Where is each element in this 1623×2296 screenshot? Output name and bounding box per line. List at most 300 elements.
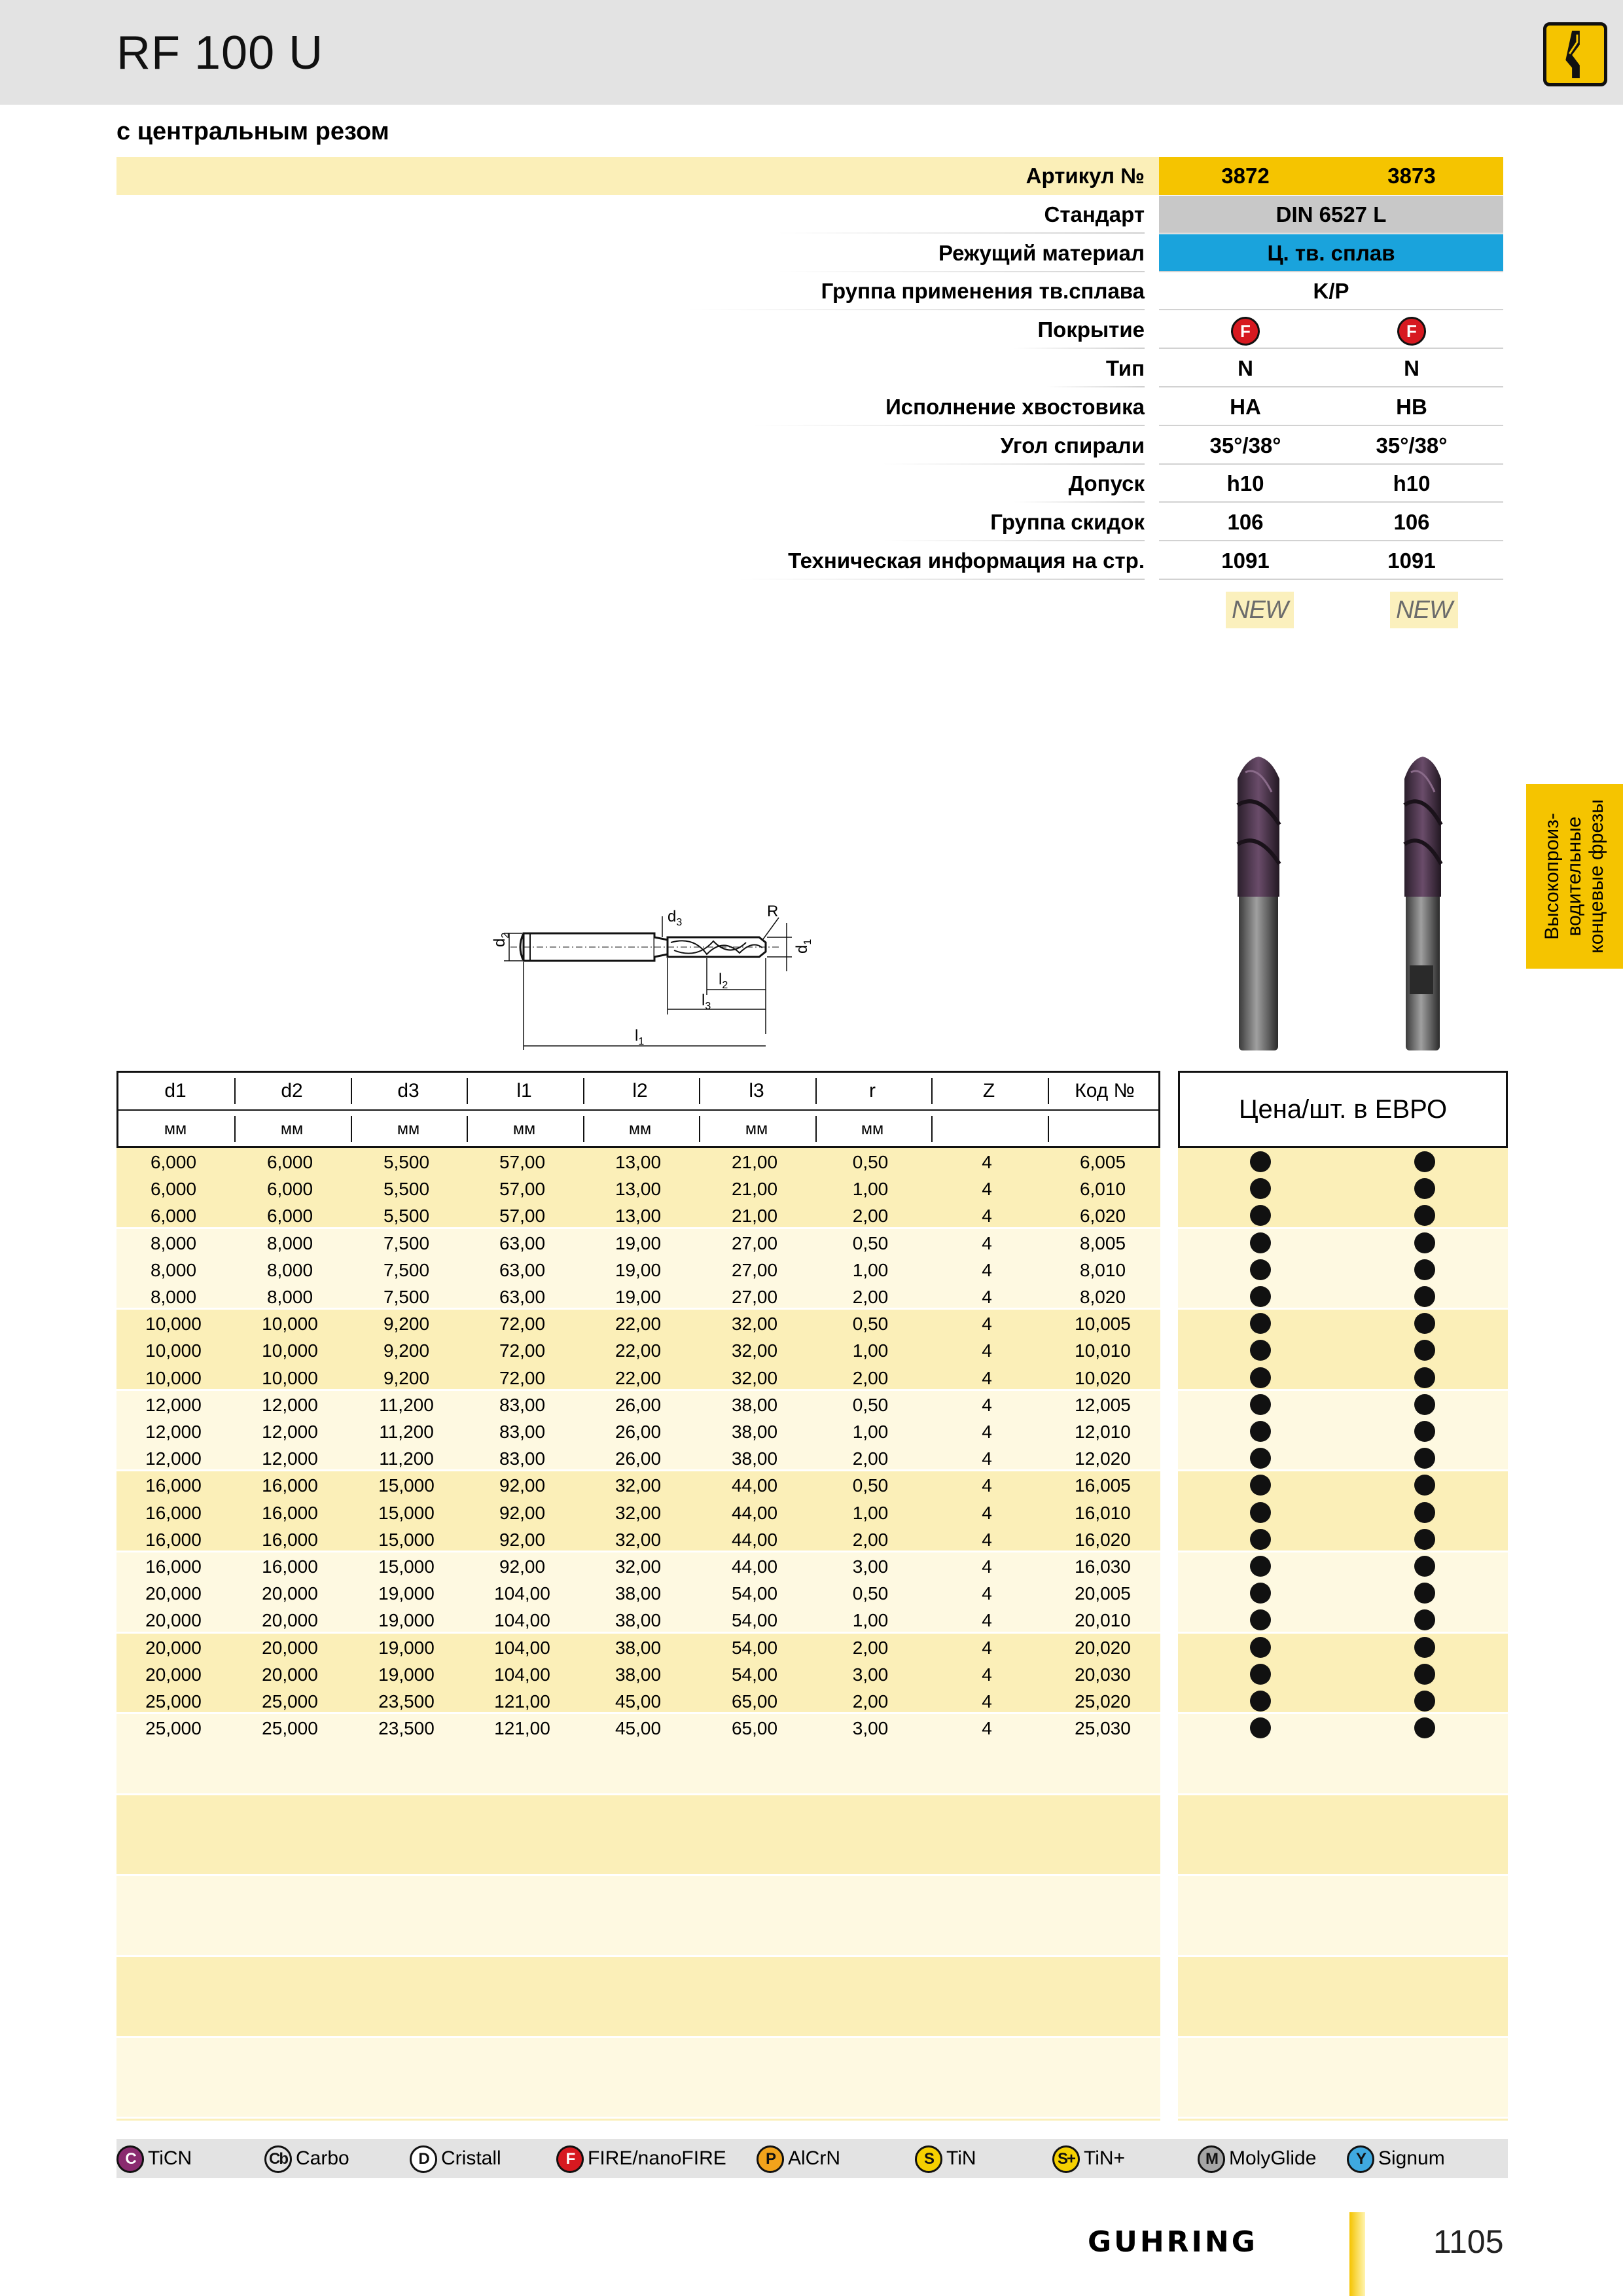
table-cell: 12,000 (145, 1394, 202, 1415)
column-header: l1 (516, 1080, 532, 1102)
table-cell: 9,200 (383, 1367, 430, 1388)
spec-value-3873: 106 (1393, 510, 1430, 535)
side-tab-line: концевые фрезы (1586, 799, 1607, 954)
available-dot-icon (1250, 1637, 1271, 1658)
column-divider (351, 1116, 352, 1142)
available-dot-icon (1414, 1151, 1435, 1172)
table-cell: 0,50 (852, 1583, 889, 1604)
table-cell: 4 (982, 1556, 992, 1577)
legend-label: TiN+ (1084, 2147, 1126, 2169)
table-cell: 1,00 (852, 1422, 889, 1442)
legend-item (264, 2139, 349, 2178)
column-unit: мм (280, 1120, 304, 1138)
table-cell: 16,030 (1075, 1556, 1131, 1577)
spec-row (116, 311, 1508, 349)
spec-value: Ц. тв. сплав (1267, 240, 1395, 265)
available-dot-icon (1414, 1286, 1435, 1307)
table-cell: 7,500 (383, 1259, 430, 1280)
spec-underline (778, 232, 1145, 234)
table-cell: 19,000 (378, 1664, 435, 1685)
table-cell: 10,000 (262, 1340, 318, 1361)
spec-value-3872: N (1238, 356, 1253, 380)
table-cell: 7,500 (383, 1287, 430, 1307)
column-divider (467, 1116, 468, 1142)
legend-item (1052, 2139, 1125, 2178)
table-cell: 44,00 (731, 1529, 778, 1550)
table-cell: 12,000 (145, 1422, 202, 1442)
table-cell: 0,50 (852, 1394, 889, 1415)
tool-image-3873 (1390, 753, 1455, 1054)
table-cell: 3,00 (852, 1556, 889, 1577)
table-cell: 20,000 (145, 1637, 202, 1658)
available-dot-icon (1250, 1286, 1271, 1307)
table-cell: 104,00 (494, 1610, 550, 1631)
table-cell: 16,000 (262, 1529, 318, 1550)
table-cell: 13,00 (615, 1152, 662, 1172)
table-cell: 44,00 (731, 1475, 778, 1496)
table-cell: 8,000 (150, 1232, 197, 1253)
table-cell: 15,000 (378, 1529, 435, 1550)
table-cell: 38,00 (615, 1664, 662, 1685)
table-cell: 8,005 (1079, 1232, 1126, 1253)
spec-label: Режущий материал (938, 240, 1145, 265)
spec-label: Исполнение хвостовика (885, 394, 1145, 419)
spec-value-3872: 35°/38° (1209, 433, 1281, 457)
tool-dimension-diagram (471, 877, 825, 1054)
column-divider (699, 1116, 700, 1142)
table-cell: 92,00 (499, 1529, 546, 1550)
spec-label: Техническая информация на стр. (788, 548, 1145, 573)
table-cell: 27,00 (731, 1259, 778, 1280)
available-dot-icon (1250, 1691, 1271, 1712)
column-unit: мм (861, 1120, 884, 1138)
table-cell: 12,000 (262, 1448, 318, 1469)
spec-value-3873: HB (1396, 394, 1427, 419)
spec-label: Группа применения тв.сплава (821, 279, 1145, 304)
table-cell: 10,010 (1075, 1340, 1131, 1361)
spec-underline (739, 579, 1145, 580)
table-cell: 38,00 (731, 1394, 778, 1415)
spec-label: Артикул № (1026, 164, 1145, 188)
table-cell: 8,000 (150, 1287, 197, 1307)
legend-item (1198, 2139, 1316, 2178)
legend-label: Carbo (296, 2147, 349, 2169)
column-unit: мм (745, 1120, 768, 1138)
table-cell: 32,00 (615, 1556, 662, 1577)
available-dot-icon (1414, 1556, 1435, 1577)
coating-cristall-icon: D (410, 2145, 437, 2173)
table-cell: 12,005 (1075, 1394, 1131, 1415)
spec-underline (778, 271, 1145, 272)
available-dot-icon (1414, 1637, 1435, 1658)
spec-value-3873: N (1404, 356, 1419, 380)
available-dot-icon (1414, 1691, 1435, 1712)
legend-item (1347, 2139, 1445, 2178)
table-cell: 25,020 (1075, 1691, 1131, 1712)
price-column-header: Цена/шт. в ЕВРО (1178, 1071, 1508, 1148)
table-cell: 57,00 (499, 1179, 546, 1200)
table-cell: 16,020 (1075, 1529, 1131, 1550)
table-cell: 1,00 (852, 1259, 889, 1280)
table-cell: 6,000 (150, 1152, 197, 1172)
table-cell: 19,00 (615, 1232, 662, 1253)
column-divider (234, 1116, 236, 1142)
available-dot-icon (1414, 1367, 1435, 1388)
column-header: l2 (632, 1080, 648, 1102)
table-cell: 6,005 (1079, 1152, 1126, 1172)
table-cell: 20,000 (262, 1664, 318, 1685)
table-cell: 10,000 (145, 1340, 202, 1361)
table-cell: 20,005 (1075, 1583, 1131, 1604)
column-header: d1 (164, 1080, 187, 1102)
spec-row (116, 350, 1508, 387)
dim-label-d1: d (793, 944, 811, 954)
table-cell: 1,00 (852, 1502, 889, 1523)
available-dot-icon (1250, 1151, 1271, 1172)
table-cell: 15,000 (378, 1556, 435, 1577)
table-cell: 25,000 (262, 1718, 318, 1739)
table-cell: 9,200 (383, 1340, 430, 1361)
row-band (116, 2038, 1160, 2117)
coating-legend (116, 2139, 1508, 2178)
table-cell: 22,00 (615, 1340, 662, 1361)
table-cell: 6,000 (150, 1179, 197, 1200)
column-header: Z (982, 1080, 995, 1102)
legend-label: AlCrN (788, 2147, 840, 2169)
available-dot-icon (1414, 1664, 1435, 1685)
table-cell: 2,00 (852, 1206, 889, 1227)
new-badge: NEW (1390, 592, 1458, 628)
table-cell: 4 (982, 1394, 992, 1415)
row-band (1178, 1471, 1508, 1551)
table-cell: 32,00 (615, 1475, 662, 1496)
spec-value-3873: 1091 (1387, 548, 1436, 573)
table-cell: 16,000 (145, 1502, 202, 1523)
table-cell: 83,00 (499, 1394, 546, 1415)
footer-accent-bar (1349, 2212, 1365, 2296)
spec-row (116, 388, 1508, 426)
table-cell: 1,00 (852, 1610, 889, 1631)
table-cell: 32,00 (615, 1529, 662, 1550)
table-cell: 4 (982, 1610, 992, 1631)
table-cell: 16,010 (1075, 1502, 1131, 1523)
table-cell: 38,00 (731, 1422, 778, 1442)
dim-label-d2-sub: 2 (500, 932, 511, 939)
legend-label: MolyGlide (1229, 2147, 1317, 2169)
table-cell: 3,00 (852, 1664, 889, 1685)
legend-item (116, 2139, 192, 2178)
table-cell: 21,00 (731, 1206, 778, 1227)
available-dot-icon (1250, 1502, 1271, 1523)
table-cell: 121,00 (494, 1691, 550, 1712)
table-cell: 7,500 (383, 1232, 430, 1253)
table-cell: 21,00 (731, 1179, 778, 1200)
table-cell: 4 (982, 1422, 992, 1442)
table-cell: 83,00 (499, 1448, 546, 1469)
column-unit: мм (164, 1120, 187, 1138)
table-cell: 12,020 (1075, 1448, 1131, 1469)
dim-label-d3-sub: 3 (676, 917, 683, 928)
column-divider (931, 1116, 933, 1142)
available-dot-icon (1250, 1556, 1271, 1577)
table-cell: 2,00 (852, 1448, 889, 1469)
available-dot-icon (1250, 1421, 1271, 1442)
table-cell: 10,020 (1075, 1367, 1131, 1388)
table-cell: 20,000 (145, 1610, 202, 1631)
row-band (1178, 1310, 1508, 1389)
available-dot-icon (1250, 1529, 1271, 1550)
table-cell: 27,00 (731, 1287, 778, 1307)
available-dot-icon (1250, 1664, 1271, 1685)
table-cell: 2,00 (852, 1367, 889, 1388)
spec-underline (883, 463, 1145, 465)
row-band (116, 1957, 1160, 2036)
available-dot-icon (1414, 1717, 1435, 1738)
available-dot-icon (1414, 1394, 1435, 1415)
table-cell: 10,000 (145, 1314, 202, 1335)
table-cell: 4 (982, 1529, 992, 1550)
spec-value-3872: HA (1230, 394, 1261, 419)
dim-label-l3: l (702, 992, 705, 1009)
table-cell: 32,00 (731, 1314, 778, 1335)
spec-row (116, 157, 1508, 195)
table-cell: 25,000 (145, 1718, 202, 1739)
coating-tin-icon: S (915, 2145, 942, 2173)
available-dot-icon (1250, 1583, 1271, 1604)
table-cell: 10,000 (262, 1314, 318, 1335)
table-cell: 10,005 (1075, 1314, 1131, 1335)
table-cell: 20,010 (1075, 1610, 1131, 1631)
table-cell: 19,000 (378, 1637, 435, 1658)
table-cell: 12,000 (262, 1422, 318, 1442)
table-cell: 92,00 (499, 1556, 546, 1577)
available-dot-icon (1250, 1717, 1271, 1738)
spec-row-highlight (116, 157, 1159, 195)
column-header: r (869, 1080, 876, 1102)
table-cell: 54,00 (731, 1610, 778, 1631)
available-dot-icon (1250, 1259, 1271, 1280)
table-cell: 3,00 (852, 1718, 889, 1739)
table-cell: 23,500 (378, 1718, 435, 1739)
table-cell: 8,000 (266, 1232, 313, 1253)
table-cell: 8,020 (1079, 1287, 1126, 1307)
dim-label-l2-sub: 2 (722, 980, 728, 991)
table-cell: 104,00 (494, 1637, 550, 1658)
section-side-tab (1526, 784, 1623, 969)
table-cell: 11,200 (379, 1422, 434, 1442)
table-cell: 27,00 (731, 1232, 778, 1253)
table-cell: 20,000 (262, 1637, 318, 1658)
table-cell: 13,00 (615, 1206, 662, 1227)
available-dot-icon (1250, 1313, 1271, 1334)
table-cell: 0,50 (852, 1152, 889, 1172)
available-dot-icon (1414, 1583, 1435, 1604)
legend-label: Cristall (441, 2147, 501, 2169)
table-cell: 4 (982, 1206, 992, 1227)
spec-row (116, 542, 1508, 580)
table-cell: 38,00 (731, 1448, 778, 1469)
table-cell: 44,00 (731, 1556, 778, 1577)
table-cell: 32,00 (731, 1340, 778, 1361)
tool-image-3872 (1226, 753, 1291, 1054)
table-cell: 6,000 (266, 1206, 313, 1227)
table-cell: 6,010 (1079, 1179, 1126, 1200)
table-cell: 26,00 (615, 1448, 662, 1469)
available-dot-icon (1250, 1232, 1271, 1253)
coating-signum-icon: Y (1347, 2145, 1374, 2173)
table-cell: 19,00 (615, 1259, 662, 1280)
column-header: Код № (1075, 1080, 1135, 1102)
table-cell: 8,000 (266, 1287, 313, 1307)
row-band (1178, 1795, 1508, 1874)
table-cell: 38,00 (615, 1637, 662, 1658)
column-divider (699, 1078, 700, 1104)
page-subtitle: с центральным резом (116, 118, 389, 145)
table-cell: 20,030 (1075, 1664, 1131, 1685)
table-cell: 12,000 (262, 1394, 318, 1415)
spec-underline (687, 309, 1145, 310)
dim-label-l3-sub: 3 (705, 1001, 711, 1012)
column-divider (467, 1078, 468, 1104)
row-band (1178, 2119, 1508, 2121)
table-cell: 25,000 (262, 1691, 318, 1712)
spec-value: K/P (1313, 279, 1349, 304)
dim-label-d2: d (491, 938, 508, 947)
table-cell: 21,00 (731, 1152, 778, 1172)
available-dot-icon (1250, 1367, 1271, 1388)
table-cell: 83,00 (499, 1422, 546, 1442)
side-tab-line: водительные (1563, 816, 1585, 937)
table-cell: 1,00 (852, 1340, 889, 1361)
table-cell: 32,00 (615, 1502, 662, 1523)
table-cell: 9,200 (383, 1314, 430, 1335)
page-number: 1105 (1433, 2223, 1504, 2260)
available-dot-icon (1414, 1502, 1435, 1523)
table-cell: 121,00 (494, 1718, 550, 1739)
row-band (1178, 1229, 1508, 1308)
available-dot-icon (1414, 1178, 1435, 1199)
available-dot-icon (1250, 1448, 1271, 1469)
table-cell: 57,00 (499, 1152, 546, 1172)
table-cell: 26,00 (615, 1422, 662, 1442)
spec-value-3873: h10 (1393, 471, 1431, 496)
dim-label-l2: l (719, 971, 722, 988)
table-cell: 16,005 (1075, 1475, 1131, 1496)
spec-row (116, 272, 1508, 310)
table-cell: 6,000 (266, 1152, 313, 1172)
table-cell: 16,000 (145, 1556, 202, 1577)
available-dot-icon (1414, 1232, 1435, 1253)
legend-item (915, 2139, 976, 2178)
table-cell: 4 (982, 1367, 992, 1388)
table-cell: 0,50 (852, 1475, 889, 1496)
table-cell: 5,500 (383, 1152, 430, 1172)
table-cell: 15,000 (378, 1502, 435, 1523)
column-divider (931, 1078, 933, 1104)
spec-label: Стандарт (1044, 202, 1145, 226)
table-cell: 5,500 (383, 1206, 430, 1227)
column-unit (1049, 1111, 1160, 1147)
legend-item (556, 2139, 726, 2178)
table-cell: 4 (982, 1502, 992, 1523)
row-band (1178, 1552, 1508, 1632)
table-cell: 4 (982, 1232, 992, 1253)
available-dot-icon (1414, 1421, 1435, 1442)
available-dot-icon (1250, 1394, 1271, 1415)
table-cell: 15,000 (378, 1475, 435, 1496)
table-cell: 16,000 (145, 1529, 202, 1550)
side-tab-line: Высокопроиз- (1541, 813, 1563, 940)
dim-label-l1-sub: 1 (638, 1036, 645, 1047)
available-dot-icon (1414, 1529, 1435, 1550)
table-cell: 16,000 (145, 1475, 202, 1496)
spec-value-3872: h10 (1226, 471, 1264, 496)
table-cell: 0,50 (852, 1232, 889, 1253)
table-cell: 92,00 (499, 1475, 546, 1496)
column-divider (351, 1078, 352, 1104)
row-band (116, 2119, 1160, 2121)
table-cell: 19,000 (378, 1610, 435, 1631)
spec-underline (1014, 348, 1145, 349)
table-cell: 22,00 (615, 1314, 662, 1335)
spec-underline (883, 540, 1145, 541)
dim-label-d3: d (668, 908, 677, 925)
available-dot-icon (1250, 1178, 1271, 1199)
table-cell: 0,50 (852, 1314, 889, 1335)
available-dot-icon (1414, 1313, 1435, 1334)
table-cell: 8,000 (150, 1259, 197, 1280)
table-cell: 44,00 (731, 1502, 778, 1523)
svg-text:l3 (702, 992, 711, 1012)
svg-text:d1 (793, 939, 813, 954)
spec-row (116, 234, 1508, 272)
spec-row (116, 427, 1508, 465)
coating-alcrn-icon: P (757, 2145, 784, 2173)
table-cell: 20,000 (262, 1610, 318, 1631)
spec-label: Тип (1105, 356, 1145, 380)
available-dot-icon (1414, 1259, 1435, 1280)
table-cell: 22,00 (615, 1367, 662, 1388)
spec-label: Покрытие (1037, 317, 1145, 342)
spec-underline (1046, 386, 1145, 387)
table-cell: 10,000 (262, 1367, 318, 1388)
table-cell: 20,020 (1075, 1637, 1131, 1658)
table-cell: 13,00 (615, 1179, 662, 1200)
table-cell: 23,500 (378, 1691, 435, 1712)
column-unit: мм (512, 1120, 536, 1138)
table-cell: 26,00 (615, 1394, 662, 1415)
legend-label: FIRE/nanoFIRE (588, 2147, 726, 2169)
table-cell: 63,00 (499, 1259, 546, 1280)
coating-firenanofire-icon: F (556, 2145, 584, 2173)
table-cell: 4 (982, 1179, 992, 1200)
table-cell: 45,00 (615, 1718, 662, 1739)
table-cell: 19,00 (615, 1287, 662, 1307)
table-cell: 65,00 (731, 1718, 778, 1739)
row-band (1178, 1957, 1508, 2036)
table-cell: 6,020 (1079, 1206, 1126, 1227)
table-cell: 2,00 (852, 1691, 889, 1712)
coating-tin-icon: S+ (1052, 2145, 1080, 2173)
table-cell: 4 (982, 1314, 992, 1335)
row-band (116, 1876, 1160, 1955)
svg-text:l1 (635, 1027, 644, 1047)
svg-text:l2 (719, 971, 728, 991)
spec-value-3872: 3872 (1221, 164, 1270, 188)
new-badge: NEW (1226, 592, 1294, 628)
table-cell: 4 (982, 1448, 992, 1469)
legend-item (757, 2139, 840, 2178)
